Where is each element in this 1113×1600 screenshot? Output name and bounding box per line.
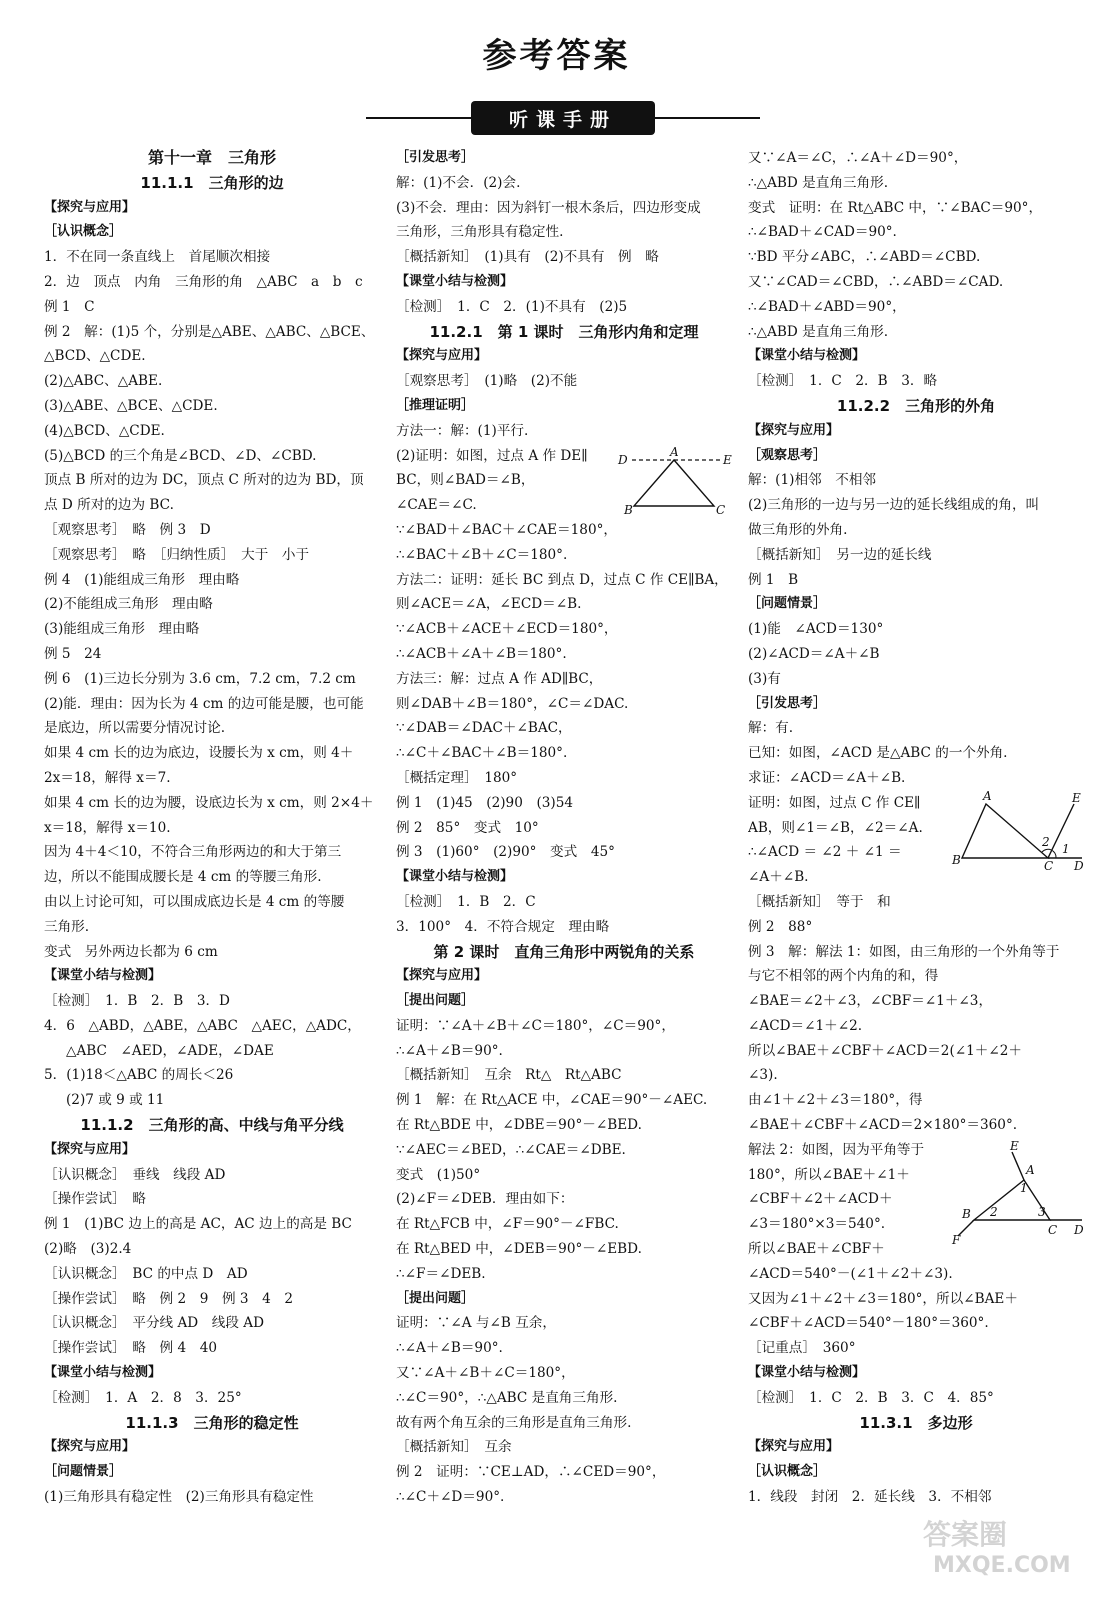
answer-line: 例 5 24 bbox=[44, 645, 102, 662]
answer-line: (4)△BCD、△CDE. bbox=[44, 422, 165, 439]
answer-line: 例 4 (1)能组成三角形 理由略 bbox=[44, 571, 240, 588]
answer-line: ∠ACD＝540°－(∠1＋∠2＋∠3). bbox=[748, 1265, 953, 1282]
figure-exterior-angle bbox=[950, 790, 1086, 872]
answer-line: 例 1 (1)BC 边上的高是 AC，AC 边上的高是 BC bbox=[44, 1216, 352, 1233]
answer-tag: 【探究与应用】 bbox=[44, 1439, 136, 1455]
answer-line: ∵BD 平分∠ABC，∴∠ABD＝∠CBD. bbox=[748, 249, 981, 266]
answer-tag: 【课堂小结与检测】 bbox=[396, 869, 514, 885]
answer-line: ∴∠BAD＋∠ABD＝90°， bbox=[748, 298, 906, 315]
answer-tag: 【课堂小结与检测】 bbox=[748, 1365, 866, 1381]
answer-line: 又∵∠A＝∠C，∴∠A＋∠D＝90°， bbox=[748, 150, 968, 166]
answer-line: 证明：如图，过点 C 作 CE∥ bbox=[748, 794, 921, 811]
answer-line: 3．100° 4．不符合规定 理由略 bbox=[396, 918, 610, 935]
watermark-text-url: MXQE.COM bbox=[933, 1553, 1071, 1578]
section-rule-right bbox=[650, 117, 760, 119]
answer-line: ∠CAE＝∠C. bbox=[396, 497, 477, 514]
answer-line: 1．不在同一条直线上 首尾顺次相接 bbox=[44, 249, 271, 266]
answer-line: ［认识概念］ BC 的中点 D AD bbox=[44, 1265, 248, 1282]
answer-line: (2)三角形的一边与另一边的延长线组成的角，叫 bbox=[748, 497, 1040, 514]
section-heading: 11.1.3 三角形的稳定性 bbox=[125, 1413, 299, 1432]
answer-line: ∴△ABD 是直角三角形. bbox=[748, 174, 889, 191]
answer-line: (3)能组成三角形 理由略 bbox=[44, 621, 200, 638]
answer-line: 变式 另外两边长都为 6 cm bbox=[44, 943, 218, 960]
answer-line: 做三角形的外角. bbox=[748, 521, 848, 538]
fig2-label-2: 2 bbox=[1042, 835, 1050, 849]
fig1-label-c: C bbox=[716, 503, 726, 517]
answer-line: 又因为∠1＋∠2＋∠3＝180°，所以∠BAE＋ bbox=[748, 1290, 1018, 1307]
answer-line: ［检测］ 1．A 2．8 3．25° bbox=[44, 1389, 242, 1406]
fig2-label-d: D bbox=[1074, 859, 1084, 872]
answer-line: ∴∠C＝90°，∴△ABC 是直角三角形. bbox=[396, 1389, 618, 1406]
answer-line: 例 1 B bbox=[748, 571, 799, 588]
figure-three-exterior-angles bbox=[950, 1140, 1086, 1246]
answer-line: 5．(1)18＜△ABC 的周长＜26 bbox=[44, 1067, 234, 1084]
answer-line: 三角形. bbox=[44, 918, 90, 935]
answer-line: 2．边 顶点 内角 三角形的角 △ABC a b c bbox=[44, 273, 363, 290]
answer-line: 方法一：解：(1)平行. bbox=[396, 422, 529, 439]
answer-line: ∵∠AEC＝∠BED，∴∠CAE＝∠DBE. bbox=[396, 1141, 626, 1158]
answer-line: ［检测］ 1．C 2．B 3．C 4．85° bbox=[748, 1389, 994, 1406]
answer-line: ∴∠F＝∠DEB. bbox=[396, 1265, 486, 1282]
answer-line: 4．6 △ABD，△ABE，△ABC △AEC，△ADC， bbox=[44, 1017, 361, 1034]
answer-tag: ［观察思考］ bbox=[748, 447, 827, 463]
answer-tag: ［认识概念］ bbox=[44, 224, 123, 240]
answer-line: 解：(1)相邻 不相邻 bbox=[748, 472, 877, 489]
answer-line: ［概括新知］ 等于 和 bbox=[748, 893, 891, 910]
answer-line: (5)△BCD 的三个角是∠BCD、∠D、∠CBD. bbox=[44, 447, 317, 464]
answer-line: 则∠ACE＝∠A，∠ECD＝∠B. bbox=[396, 596, 582, 613]
answer-line: ∠3＝180°×3＝540°. bbox=[748, 1216, 886, 1233]
answer-line: (2)∠F＝∠DEB．理由如下： bbox=[396, 1191, 574, 1208]
fig3-label-b: B bbox=[962, 1207, 971, 1221]
answer-line: (2)能．理由：因为长为 4 cm 的边可能是腰，也可能 bbox=[44, 695, 364, 712]
answer-line: (1)三角形具有稳定性 (2)三角形具有稳定性 bbox=[44, 1489, 314, 1506]
answer-line: ∴∠ACB＋∠A＋∠B＝180°. bbox=[396, 645, 567, 662]
answer-line: 例 3 (1)60° (2)90° 变式 45° bbox=[396, 844, 615, 861]
answer-line: 已知：如图，∠ACD 是△ABC 的一个外角. bbox=[748, 745, 1008, 762]
fig1-label-d: D bbox=[618, 453, 628, 467]
answer-line: ∴∠BAD＋∠CAD＝90°. bbox=[748, 224, 897, 241]
answer-column-1 bbox=[44, 146, 380, 1510]
answer-line: 变式 证明：在 Rt△ABC 中，∵∠BAC＝90°， bbox=[748, 199, 1043, 216]
answer-line: (3)不会．理由：因为斜钉一根木条后，四边形变成 bbox=[396, 199, 701, 216]
answer-line: 变式 (1)50° bbox=[396, 1166, 481, 1183]
answer-line: AB，则∠1＝∠B，∠2＝∠A. bbox=[748, 819, 923, 836]
answer-line: 又∵∠CAD＝∠CBD，∴∠ABD＝∠CAD. bbox=[748, 273, 1004, 290]
page-title: 参考答案 bbox=[482, 36, 631, 76]
answer-tag: ［问题情景］ bbox=[748, 596, 827, 612]
answer-line: 解：有. bbox=[748, 720, 794, 737]
answer-line: ∴∠A＋∠B＝90°. bbox=[396, 1042, 503, 1059]
section-heading: 11.2.2 三角形的外角 bbox=[836, 396, 996, 415]
answer-line: 在 Rt△FCB 中，∠F＝90°－∠FBC. bbox=[396, 1216, 619, 1233]
answer-tag: ［推理证明］ bbox=[396, 397, 475, 413]
answer-line: 解：(1)不会．(2)会. bbox=[396, 174, 521, 191]
answer-line: 方法二：证明：延长 BC 到点 D，过点 C 作 CE∥BA， bbox=[396, 571, 728, 588]
answer-tag: 【探究与应用】 bbox=[44, 1141, 136, 1157]
answer-line: (3)有 bbox=[748, 670, 781, 687]
answer-line: ［检测］ 1．C 2．B 3．略 bbox=[748, 373, 938, 390]
fig1-label-b: B bbox=[624, 503, 633, 517]
answer-line: (2)证明：如图，过点 A 作 DE∥ bbox=[396, 447, 588, 464]
fig3-label-d: D bbox=[1074, 1223, 1084, 1237]
answer-line: ∠CBF＋∠2＋∠ACD＋ bbox=[748, 1191, 893, 1208]
answer-line: 例 2 85° 变式 10° bbox=[396, 819, 539, 836]
answer-line: ［操作尝试］ 略 例 4 40 bbox=[44, 1340, 217, 1357]
answer-tag: 【探究与应用】 bbox=[396, 348, 488, 364]
fig3-label-2: 2 bbox=[990, 1205, 998, 1219]
fig3-label-1: 1 bbox=[1020, 1181, 1028, 1195]
answer-line: ［观察思考］ 略 ［归纳性质］ 大于 小于 bbox=[44, 546, 310, 563]
answer-line: ［认识概念］ 垂线 线段 AD bbox=[44, 1166, 226, 1183]
answer-line: 例 1 (1)45 (2)90 (3)54 bbox=[396, 794, 574, 811]
answer-line: ∴∠BAC＋∠B＋∠C＝180°. bbox=[396, 546, 568, 563]
answer-line: ［观察思考］ 略 例 3 D bbox=[44, 521, 211, 538]
answer-line: 顶点 B 所对的边为 DC，顶点 C 所对的边为 BD，顶 bbox=[44, 472, 364, 489]
answer-line: ∠CBF＋∠ACD＝540°－180°＝360°. bbox=[748, 1315, 989, 1332]
answer-line: ［操作尝试］ 略 例 2 9 例 3 4 2 bbox=[44, 1290, 293, 1307]
fig2-label-1: 1 bbox=[1062, 842, 1070, 856]
answer-line: 所以∠BAE＋∠CBF＋∠ACD＝2(∠1＋∠2＋ bbox=[748, 1042, 1023, 1059]
answer-line: ∠ACD＝∠1＋∠2. bbox=[748, 1017, 863, 1034]
watermark-logo bbox=[903, 1510, 1093, 1580]
answer-line: ∵∠DAB＝∠DAC＋∠BAC， bbox=[396, 720, 572, 737]
answer-line: 例 2 解：(1)5 个，分别是△ABE、△ABC、△BCE、 bbox=[44, 323, 375, 340]
answer-tag: 【探究与应用】 bbox=[44, 199, 136, 215]
answer-line: 在 Rt△BDE 中，∠DBE＝90°－∠BED. bbox=[396, 1117, 642, 1134]
answer-line: ∵∠BAD＋∠BAC＋∠CAE＝180°， bbox=[396, 521, 617, 538]
answer-line: 又∵∠A＋∠B＋∠C＝180°， bbox=[396, 1365, 575, 1382]
answer-line: 1．线段 封闭 2．延长线 3．不相邻 bbox=[748, 1489, 992, 1506]
answer-line: BC，则∠BAD＝∠B， bbox=[396, 472, 535, 489]
answer-tag: ［认识概念］ bbox=[748, 1464, 827, 1480]
answer-line: 例 2 证明：∵CE⊥AD，∴∠CED＝90°， bbox=[396, 1464, 666, 1481]
answer-line: 三角形，三角形具有稳定性. bbox=[396, 224, 564, 241]
answer-line: 2x＝18，解得 x＝7. bbox=[44, 769, 171, 786]
answer-line: 边，所以不能围成腰长是 4 cm 的等腰三角形. bbox=[44, 869, 322, 886]
answer-tag: ［提出问题］ bbox=[396, 1290, 475, 1306]
answer-line: 证明：∵∠A＋∠B＋∠C＝180°，∠C＝90°， bbox=[396, 1017, 675, 1034]
answer-line: 求证：∠ACD＝∠A＋∠B. bbox=[748, 769, 906, 786]
figure-triangle-parallel-de bbox=[616, 446, 736, 518]
answer-line: 例 2 88° bbox=[748, 918, 813, 935]
answer-line: (2)略 (3)2.4 bbox=[44, 1241, 132, 1258]
fig3-label-f: F bbox=[952, 1233, 961, 1246]
answer-column-2 bbox=[396, 146, 732, 1510]
section-banner: 听课手册 bbox=[471, 101, 655, 135]
answer-line: ［认识概念］ 平分线 AD 线段 AD bbox=[44, 1315, 264, 1332]
fig1-label-e: E bbox=[723, 453, 732, 467]
answer-line: 解法 2：如图，因为平角等于 bbox=[748, 1141, 925, 1158]
section-heading: 11.1.1 三角形的边 bbox=[140, 173, 284, 192]
answer-line: ∴∠A＋∠B＝90°. bbox=[396, 1340, 503, 1357]
answer-line: △BCD、△CDE. bbox=[44, 348, 146, 365]
answer-tag: ［引发思考］ bbox=[748, 695, 827, 711]
answer-line: ∠BAE＝∠2＋∠3，∠CBF＝∠1＋∠3， bbox=[748, 993, 993, 1010]
answer-line: ［概括新知］ (1)具有 (2)不具有 例 略 bbox=[396, 249, 659, 266]
section-heading: 11.1.2 三角形的高、中线与角平分线 bbox=[80, 1116, 344, 1135]
fig2-label-c: C bbox=[1044, 859, 1054, 872]
answer-tag: ［引发思考］ bbox=[396, 150, 475, 165]
answer-tag: 【课堂小结与检测】 bbox=[44, 968, 162, 984]
answer-tag: ［提出问题］ bbox=[396, 993, 475, 1009]
answer-line: ［检测］ 1．B 2．C bbox=[396, 893, 536, 910]
watermark-text-cn: 答案圈 bbox=[923, 1518, 1008, 1551]
answer-line: 则∠DAB＋∠B＝180°，∠C＝∠DAC. bbox=[396, 695, 629, 712]
fig3-label-c: C bbox=[1048, 1223, 1058, 1237]
answer-line: (2)不能组成三角形 理由略 bbox=[44, 596, 213, 613]
fig3-label-3: 3 bbox=[1038, 1205, 1046, 1219]
answer-line: (2)∠ACD＝∠A＋∠B bbox=[748, 645, 880, 662]
answer-tag: ［问题情景］ bbox=[44, 1464, 123, 1480]
answer-line: 180°，所以∠BAE＋∠1＋ bbox=[748, 1166, 910, 1183]
answer-line: 例 1 解：在 Rt△ACE 中，∠CAE＝90°－∠AEC. bbox=[396, 1092, 708, 1109]
answer-line: 由∠1＋∠2＋∠3＝180°，得 bbox=[748, 1092, 923, 1109]
answer-tag: 【探究与应用】 bbox=[396, 968, 488, 984]
answer-line: 点 D 所对的边为 BC. bbox=[44, 497, 174, 514]
answer-line: ［概括新知］ 互余 bbox=[396, 1439, 512, 1456]
chapter-heading: 第十一章 三角形 bbox=[147, 148, 276, 167]
answer-line: ［检测］ 1．B 2．B 3．D bbox=[44, 993, 230, 1010]
fig2-label-e: E bbox=[1072, 791, 1081, 805]
fig3-label-a: A bbox=[1026, 1163, 1035, 1177]
answer-line: 方法三：解：过点 A 作 AD∥BC， bbox=[396, 670, 603, 687]
section-heading: 11.2.1 第 1 课时 三角形内角和定理 bbox=[429, 322, 699, 341]
fig3-label-e: E bbox=[1010, 1140, 1019, 1153]
fig2-label-a: A bbox=[983, 790, 992, 803]
answer-line: ［概括新知］ 互余 Rt△ Rt△ABC bbox=[396, 1067, 622, 1084]
answer-line: ［操作尝试］ 略 bbox=[44, 1191, 146, 1208]
answer-line: 由以上讨论可知，可以围成底边长是 4 cm 的等腰 bbox=[44, 893, 345, 910]
section-rule-left bbox=[366, 117, 476, 119]
answer-line: ［观察思考］ (1)略 (2)不能 bbox=[396, 373, 578, 390]
answer-line: ［检测］ 1．C 2．(1)不具有 (2)5 bbox=[396, 298, 628, 315]
answer-line: 例 6 (1)三边长分别为 3.6 cm，7.2 cm，7.2 cm bbox=[44, 670, 356, 687]
answer-tag: 【课堂小结与检测】 bbox=[396, 273, 514, 289]
answer-line: 如果 4 cm 长的边为底边，设腰长为 x cm，则 4＋ bbox=[44, 745, 354, 762]
answer-tag: 【课堂小结与检测】 bbox=[44, 1365, 162, 1381]
answer-line: 例 1 C bbox=[44, 298, 95, 315]
section-heading: 第 2 课时 直角三角形中两锐角的关系 bbox=[433, 942, 695, 961]
answer-tag: 【探究与应用】 bbox=[748, 1439, 840, 1455]
answer-line: (2)7 或 9 或 11 bbox=[66, 1092, 165, 1109]
answer-line: 所以∠BAE＋∠CBF＋ bbox=[748, 1241, 885, 1258]
answer-line: ∠3). bbox=[748, 1067, 778, 1084]
answer-line: ∴∠C＋∠D＝90°. bbox=[396, 1489, 505, 1506]
answer-tag: 【课堂小结与检测】 bbox=[748, 348, 866, 364]
answer-line: ∴△ABD 是直角三角形. bbox=[748, 323, 889, 340]
answer-line: ∠A＋∠B. bbox=[748, 869, 809, 886]
fig1-label-a: A bbox=[670, 446, 679, 459]
answer-line: 与它不相邻的两个内角的和，得 bbox=[748, 968, 939, 985]
answer-tag: 【探究与应用】 bbox=[748, 422, 840, 438]
answer-line: △ABC ∠AED，∠ADE，∠DAE bbox=[66, 1042, 274, 1059]
answer-line: 证明：∵∠A 与∠B 互余， bbox=[396, 1315, 556, 1332]
answer-line: ［概括定理］ 180° bbox=[396, 769, 518, 786]
answer-line: 因为 4＋4＜10，不符合三角形两边的和大于第三 bbox=[44, 844, 342, 861]
answer-line: 例 3 解：解法 1：如图，由三角形的一个外角等于 bbox=[748, 943, 1060, 960]
answer-line: ∴∠ACD ＝ ∠2 ＋ ∠1 ＝ bbox=[748, 844, 902, 861]
answer-line: ∵∠ACB＋∠ACE＋∠ECD＝180°， bbox=[396, 621, 618, 638]
answer-line: 是底边，所以需要分情况讨论. bbox=[44, 720, 226, 737]
section-heading: 11.3.1 多边形 bbox=[859, 1413, 973, 1432]
answer-line: (2)△ABC、△ABE. bbox=[44, 373, 163, 390]
answer-line: ［记重点］ 360° bbox=[748, 1340, 856, 1357]
answer-line: ［概括新知］ 另一边的延长线 bbox=[748, 546, 932, 563]
answer-line: 在 Rt△BED 中，∠DEB＝90°－∠EBD. bbox=[396, 1241, 642, 1258]
answer-line: (1)能 ∠ACD＝130° bbox=[748, 621, 884, 638]
answer-line: (3)△ABE、△BCE、△CDE. bbox=[44, 397, 218, 414]
answer-line: 故有两个角互余的三角形是直角三角形. bbox=[396, 1414, 632, 1431]
answer-line: ∴∠C＋∠BAC＋∠B＝180°. bbox=[396, 745, 568, 762]
fig2-label-b: B bbox=[952, 853, 961, 867]
answer-line: 如果 4 cm 长的边为腰，设底边长为 x cm，则 2×4＋ bbox=[44, 794, 374, 811]
answer-line: x＝18，解得 x＝10. bbox=[44, 819, 171, 836]
answer-line: ∠BAE＋∠CBF＋∠ACD＝2×180°＝360°. bbox=[748, 1117, 1018, 1134]
